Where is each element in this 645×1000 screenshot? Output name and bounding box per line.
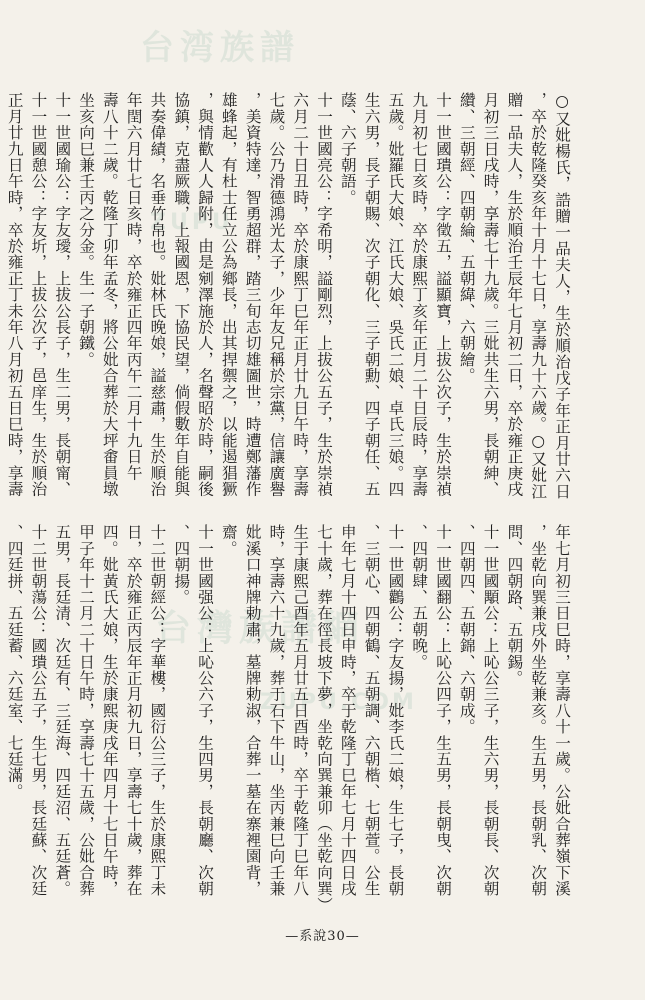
text-column: 十一世國憩公：字友圻，上拔公次子，邑庠生，生於順治 [29,92,48,497]
watermark-bottom-sub: ZUPU.COM [260,690,417,715]
text-column: 十一世國顒公：上吣公三子，生六男，長朝長、次朝 [481,524,500,897]
text-column: 坐亥向巳兼壬丙之分金。生一子朝鐵。 [77,92,96,368]
text-column: 五歲。妣羅氏大娘、江氏大娘、吳氏二娘、卓氏三娘。四 [386,92,405,497]
text-column: 日，卒於雍正丙辰年正月初九日，享壽七十歲，葬在 [124,524,143,897]
text-column: 雄蜂起，有杜士任立公為鄉長，出其捍禦之，以能遏猖獗 [219,92,238,497]
text-column: 七歲。公乃滑德鴻光太子，少年友兄稱於宗黨，信讓廣譽 [267,92,286,497]
top-text-block [5,92,573,502]
text-column: ○又妣楊氏，誥贈一品夫人，生於順治戊子年正月廿六日 [553,92,571,500]
text-column: 十一世國强公：上吣公六子，生四男，長朝廳、次朝 [196,524,215,897]
text-column: 蔭、六子朝語。 [338,92,357,206]
text-column: 五男，長廷清、次廷有、三廷海、四廷沼、五廷蒼。 [53,524,72,897]
text-column: 生于康熙己酉年五月廿五日酉時，卒于乾隆丁巳年八 [291,524,310,897]
text-column: 十一世國瑜公：字友璦，上拔公長子，生二男，長朝甯、 [53,92,72,497]
text-column: 妣溪口神牌勅肅，墓牌勅淑，合葬一墓在寨裡園背， [243,524,262,897]
text-column: 十一世國翻公：上吣公四子，生五男，長朝曳、次朝 [434,524,453,897]
text-column: 申年七月十四日申時，卒于乾隆丁巳年七月十四日戌 [338,524,357,897]
text-column: 、四朝肆、五朝晚。 [410,524,429,670]
text-column: 正月廿九日午時，卒於雍正丁未年八月初五日巳時，享壽 [5,92,24,497]
text-column: 六月二十日丑時，卒於康熙丁巳年正月廿九日午時，享壽 [291,92,310,497]
text-column: ，坐乾向巽兼戌外坐乾兼亥。生五男，長朝乳、次朝 [529,524,548,897]
text-column: 協鎮，克盡厥職，上報國恩，下協民望，倘假數年自能與 [172,92,191,497]
text-column: 七十歲，葬在徑長坡下夢，坐乾向巽兼卯（坐乾向巽） [315,524,334,905]
text-column: 時，享壽六十九歲，葬于石下牛山，坐丙兼巳向壬兼 [267,524,286,897]
text-column: 贈一品夫人，生於順治壬辰年七月初二日，卒於雍正庚戌 [505,92,524,497]
text-column: 十一世國鸛公：字友揚，妣李氏二娘，生七子，長朝 [386,524,405,897]
text-column: 九月初七日亥時，卒於康熙丁亥年正月二十日辰時，享壽 [410,92,429,497]
text-column: ，與情歡人人歸附，由是剜澤施於人，名聲昭於時，嗣後 [196,92,215,497]
text-column: 年閏六月廿七日亥時，卒於雍正四年丙午二月十九日午 [124,92,143,481]
text-column: 問、四朝路、五朝錫。 [505,524,524,686]
text-column: ，卒於乾隆癸亥年十月十七日，享壽九十六歲。○又妣江 [529,92,548,500]
text-column: 纘、三朝經、四朝綸、五朝緯、六朝繪。 [457,92,476,384]
text-column: 四。妣黃氏大娘，生於康熙庚戌年四月十七日午時， [100,524,119,897]
text-column: 壽八十二歲。乾隆丁卯年孟冬，將公妣合葬於大坪畬員墩 [100,92,119,497]
text-column: 甲子年十二月二十日午時，享壽七十五歲，公妣合葬 [77,524,96,897]
watermark-bottom: 台灣族譜網 [155,608,366,649]
text-column: ，美資特達，智勇超群，踏三旬志切雄圖世，時遭鄭藩作 [243,92,262,497]
page-footer-number: —系說30— [285,929,360,944]
text-column: 、四朝四、五朝錦、六朝成。 [457,524,476,735]
text-column: 、四廷拼、五廷蓄、六廷室、七廷滿。 [5,524,24,800]
text-column: 、三朝心、四朝鶴、五朝調、六朝楷、七朝萱。公生 [362,524,381,897]
text-column: 年七月初三日巳時，享壽八十一歲。公妣合葬嶺下溪 [553,524,571,897]
text-column: 十一世國璝公：字徵五，謚顯寶，上拔公次子，生於崇禎 [434,92,453,497]
watermark-top-sub: ZUPU [150,210,234,235]
text-column: 十二世朝蕩公：國璝公五子，生七男，長廷蘇、次廷 [29,524,48,897]
watermark-top: 台湾族譜 [140,28,300,68]
text-column: 、四朝揚。 [172,524,191,605]
text-column: 共奏偉績，名垂竹帛也。妣林氏晚娘，謚慈肅，生於順治 [148,92,167,497]
bottom-text-block [5,524,573,909]
text-column: 月初三日戌時，享壽七十九歲。三妣共生六男，長朝紳、 [481,92,500,497]
text-column: 十二世朝經公：字華樓，國衍公三子，生於康熙丁未 [148,524,167,897]
text-column: 生六男，長子朝賜、次子朝化、三子朝勳、四子朝任、五 [362,92,381,497]
text-column: 齋。 [219,524,238,557]
text-column: 十一世國亮公：字希明，謚剛烈，上拔公五子，生於崇禎 [315,92,334,497]
